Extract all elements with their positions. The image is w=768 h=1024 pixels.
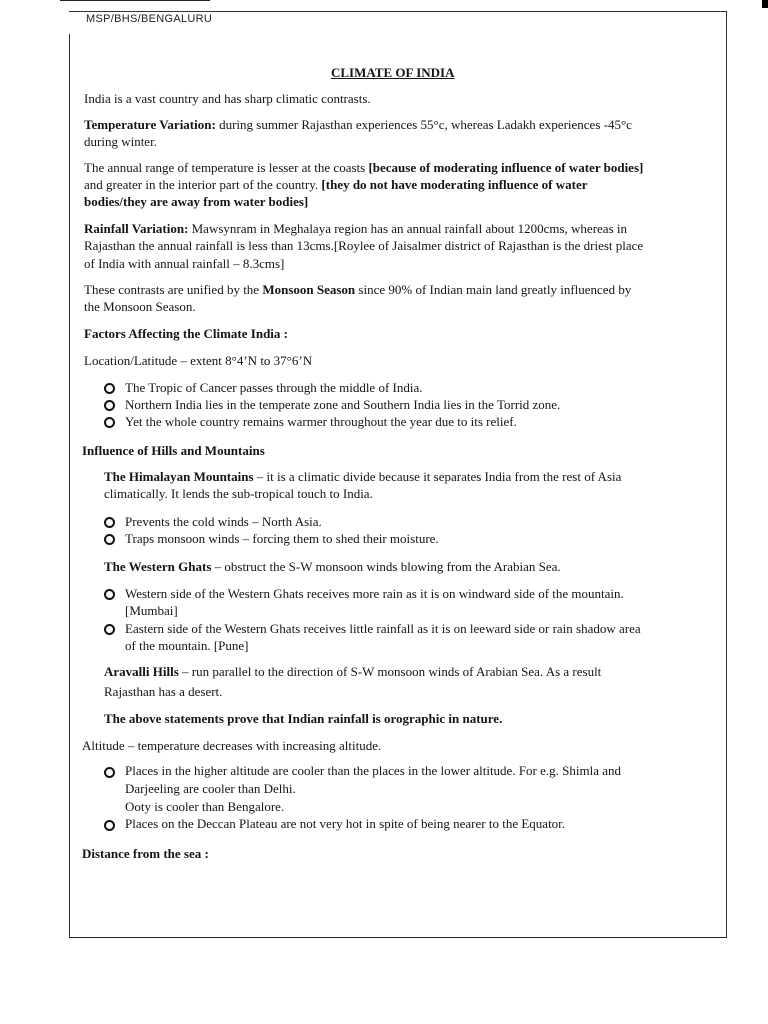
rainfall-variation-line2: Rajasthan the annual rainfall is less than 13cms.[Roylee of Jaisalmer district of Rajasthan is the driest place: [84, 238, 644, 253]
annual-range-line1: [84, 160, 643, 176]
himalaya-line2: climatically. It lends the sub-tropical touch to India.: [104, 486, 373, 501]
page-border-left: [69, 34, 70, 938]
altitude-label: Altitude: [82, 738, 125, 753]
scan-corner-mark: [762, 0, 768, 8]
altitude-bullet1-line2: Darjeeling are cooler than Delhi.: [125, 781, 296, 796]
monsoon-line2: the Monsoon Season.: [84, 299, 196, 314]
altitude-bullet2: Places on the Deccan Plateau are not very hot in spite of being nearer to the Equator.: [125, 816, 566, 831]
annual-range-text1: The annual range of temperature is lesser at the coasts: [84, 160, 369, 175]
location-label: Location/Latitude: [84, 353, 178, 368]
altitude-bullet1-line3: Ooty is cooler than Bengalore.: [125, 799, 285, 814]
annual-range-line3: bodies/they are away from water bodies]: [84, 194, 309, 209]
himalaya-line1: [104, 469, 621, 485]
aravalli-label: Aravalli Hills: [104, 664, 179, 679]
document-code: MSP/BHS/BENGALURU: [86, 13, 213, 25]
western-ghats-bullet2-line1: Eastern side of the Western Ghats receives little rainfall as it is on leeward side or rain shadow area: [125, 621, 641, 636]
hills-heading: Influence of Hills and Mountains: [82, 443, 265, 458]
orographic-statement: The above statements prove that Indian rainfall is orographic in nature.: [104, 711, 503, 726]
location-line: [84, 353, 312, 369]
bullet-icon: [104, 767, 115, 778]
altitude-text: – temperature decreases with increasing altitude.: [124, 738, 382, 753]
himalaya-bullet-1: Prevents the cold winds – North Asia.: [125, 514, 322, 529]
temperature-variation-text: during summer Rajasthan experiences 55°c, whereas Ladakh experiences -45°c: [215, 117, 632, 132]
bullet-icon: [104, 534, 115, 545]
location-bullet-1: The Tropic of Cancer passes through the middle of India.: [125, 380, 423, 395]
western-ghats-label: The Western Ghats: [104, 559, 212, 574]
monsoon-text-a: These contrasts are unified by the: [84, 282, 263, 297]
top-rule: [60, 0, 210, 1]
western-ghats-bullet2-line2: of the mountain. [Pune]: [125, 638, 249, 653]
annual-range-line2: [84, 177, 588, 193]
annual-range-text2: and greater in the interior part of the country.: [84, 177, 322, 192]
intro-line: India is a vast country and has sharp climatic contrasts.: [84, 91, 371, 106]
bullet-icon: [104, 383, 115, 394]
annual-range-bold1: [because of moderating influence of water bodies]: [368, 160, 644, 175]
rainfall-variation-text: Mawsynram in Meghalaya region has an annual rainfall about 1200cms, whereas in: [188, 221, 627, 236]
bullet-icon: [104, 589, 115, 600]
temperature-variation-label: Temperature Variation:: [84, 117, 216, 132]
altitude-bullet1-line1: Places in the higher altitude are cooler than the places in the lower altitude. For e.g. Shimla and: [125, 763, 622, 778]
monsoon-line1: [84, 282, 631, 298]
page-title: CLIMATE OF INDIA: [331, 65, 455, 80]
location-bullet-2: Northern India lies in the temperate zone and Southern India lies in the Torrid zone.: [125, 397, 561, 412]
rainfall-variation-label: Rainfall Variation:: [84, 221, 189, 236]
himalaya-bullet-2: Traps monsoon winds – forcing them to shed their moisture.: [125, 531, 439, 546]
location-bullet-3: Yet the whole country remains warmer throughout the year due to its relief.: [125, 414, 517, 429]
annual-range-bold2: [they do not have moderating influence of water: [321, 177, 588, 192]
western-ghats-text: – obstruct the S-W monsoon winds blowing from the Arabian Sea.: [211, 559, 561, 574]
altitude-line: [82, 738, 381, 754]
rainfall-variation-line1: [84, 221, 627, 237]
himalaya-text: – it is a climatic divide because it separates India from the rest of Asia: [253, 469, 622, 484]
temperature-variation-line2: during winter.: [84, 134, 157, 149]
western-ghats-bullet1-line2: [Mumbai]: [125, 603, 178, 618]
distance-heading: Distance from the sea :: [82, 846, 209, 861]
location-text: – extent 8°4’N to 37°6’N: [177, 353, 313, 368]
rainfall-variation-line3: of India with annual rainfall – 8.3cms]: [84, 256, 285, 271]
temperature-variation-line1: [84, 117, 632, 133]
factors-heading: Factors Affecting the Climate India :: [84, 326, 288, 341]
aravalli-line2: Rajasthan has a desert.: [104, 684, 223, 699]
aravalli-line1: [104, 664, 601, 680]
western-ghats-bullet1-line1: Western side of the Western Ghats receives more rain as it is on windward side of the mountain.: [125, 586, 624, 601]
bullet-icon: [104, 624, 115, 635]
monsoon-text-b: since 90% of Indian main land greatly influenced by: [355, 282, 632, 297]
bullet-icon: [104, 820, 115, 831]
monsoon-bold: Monsoon Season: [262, 282, 356, 297]
bullet-icon: [104, 400, 115, 411]
bullet-icon: [104, 417, 115, 428]
himalaya-label: The Himalayan Mountains: [104, 469, 254, 484]
western-ghats-line: [104, 559, 561, 575]
aravalli-text: – run parallel to the direction of S-W monsoon winds of Arabian Sea. As a result: [178, 664, 602, 679]
bullet-icon: [104, 517, 115, 528]
